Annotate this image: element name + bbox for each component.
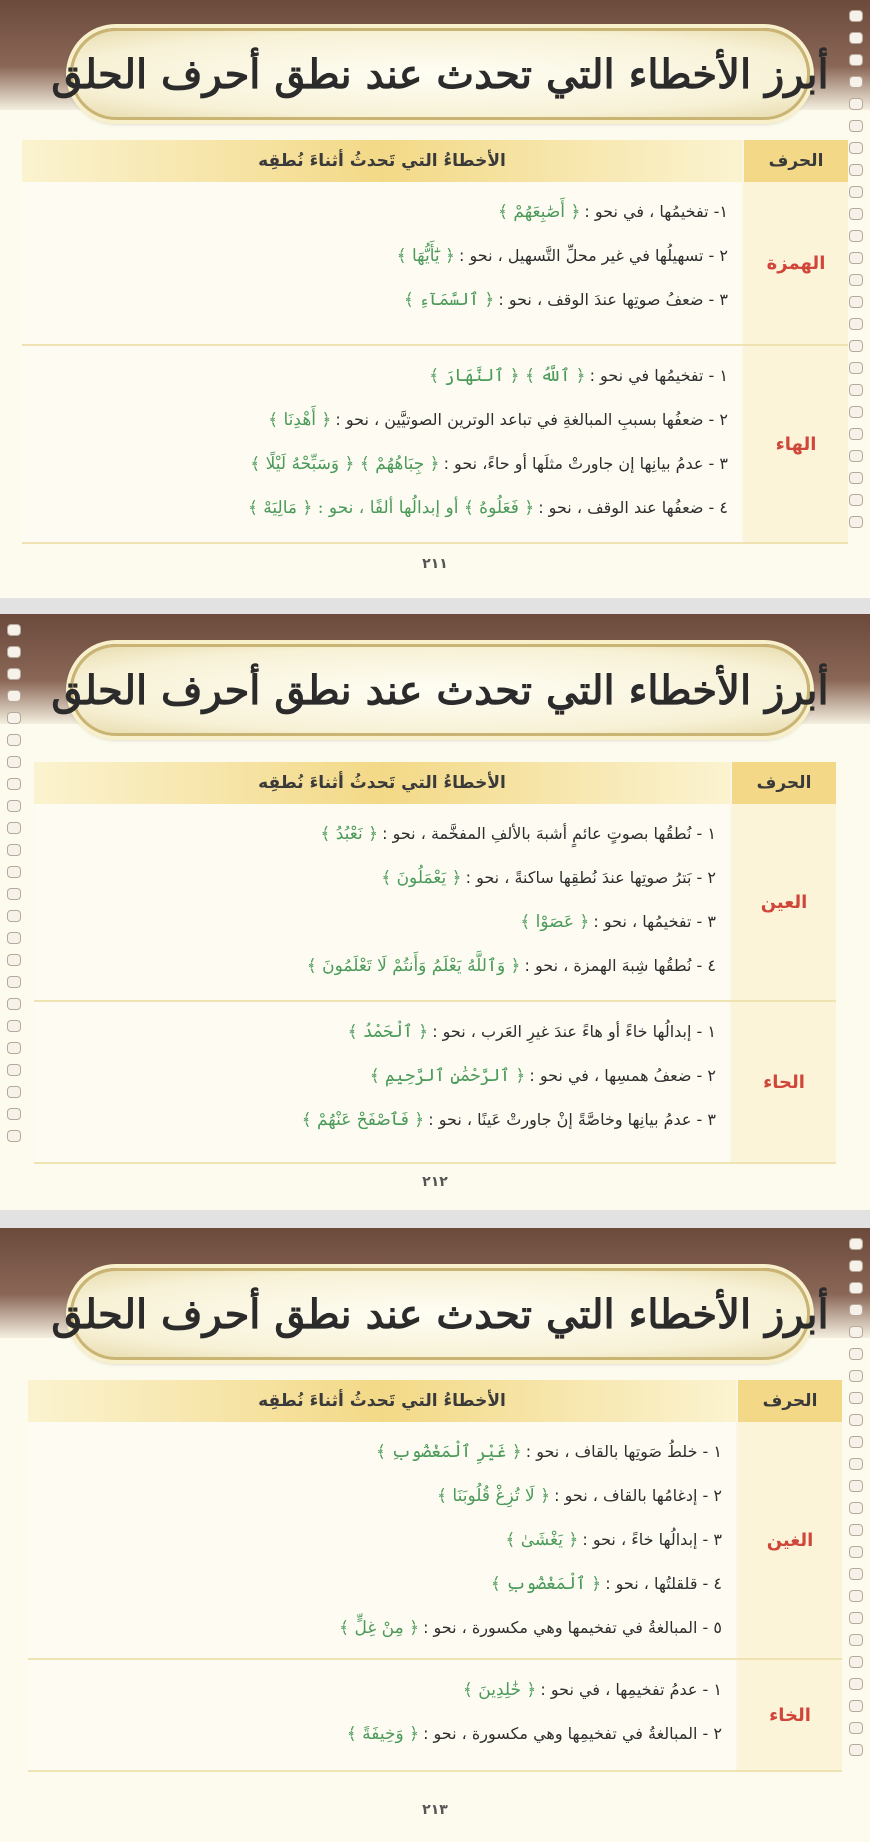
quran-example: ﴿ أَهْدِنَا ﴾ [268, 410, 332, 430]
error-list [22, 182, 742, 344]
list-item: ١ - عدمُ تفخيمِها ، في نحو : ﴿ خَٰلِدِينَ ﴾ [34, 1668, 722, 1712]
list-item: ٣ - عدمُ بيانِها وخاصَّةً إنْ جاورتْ عَينًا ، نحو : ﴿ فَٱصْفَحْ عَنْهُمْ ﴾ [40, 1098, 716, 1142]
page-gap [0, 598, 870, 614]
page-212 [0, 614, 870, 1210]
title-banner [51, 1268, 829, 1360]
list-item: ١ - تفخيمُها في نحو : ﴿ ٱللَّهُ ﴾ ﴿ ٱلنَّهَارَ ﴾ [28, 354, 728, 398]
quran-example: ﴿ فَٱصْفَحْ عَنْهُمْ ﴾ [301, 1110, 425, 1130]
list-item: ٢ - ضعفُ همسِها ، في نحو : ﴿ ٱلرَّحْمَٰنِ ٱلرَّحِيمِ ﴾ [40, 1054, 716, 1098]
list-item: ١ - نُطقُها بصوتٍ عائمٍ أشبهَ بالألفِ المفخَّمة ، نحو : ﴿ نَعْبُدُ ﴾ [40, 812, 716, 856]
list-item: ١ - خلطُ صَوتِها بالقاف ، نحو : ﴿ غَيْرِ ٱلْمَغْضُوبِ ﴾ [34, 1430, 722, 1474]
quran-example: ﴿ وَٱللَّهُ يَعْلَمُ وَأَنتُمْ لَا تَعْلَمُونَ ﴾ [306, 956, 521, 976]
quran-example: ﴿ مِنْ غِلٍّ ﴾ [339, 1618, 420, 1638]
quran-example: ﴿ ٱلسَّمَآءِ ﴾ [403, 290, 495, 310]
table-header [28, 1380, 842, 1422]
spiral-binding [842, 1228, 870, 1842]
list-item: ١- تفخيمُها ، في نحو : ﴿ أَصَٰبِعَهُمْ ﴾ [28, 190, 728, 234]
letter-name: الخاء [736, 1660, 842, 1770]
letter-name: الحاء [730, 1002, 836, 1162]
quran-example: ﴿ نَعْبُدُ ﴾ [320, 824, 379, 844]
title-banner [51, 28, 829, 120]
table-row [28, 1422, 842, 1660]
header-errors: الأخطاءُ التي تَحدثُ أثناءَ نُطقِه [28, 1380, 736, 1422]
errors-table [28, 1380, 842, 1772]
page-title: أبرز الأخطاء التي تحدث عند نطق أحرف الحلق [51, 666, 829, 714]
table-row [28, 1660, 842, 1772]
page-213 [0, 1228, 870, 1842]
header-errors: الأخطاءُ التي تَحدثُ أثناءَ نُطقِه [22, 140, 742, 182]
list-item: ٤ - قلقلتُها ، نحو : ﴿ ٱلْمَغْضُوبِ ﴾ [34, 1562, 722, 1606]
quran-example: ﴿ ٱلرَّحْمَٰنِ ٱلرَّحِيمِ ﴾ [369, 1066, 526, 1086]
list-item: ٣ - إبدالُها خاءً ، نحو : ﴿ يَغْشَىٰ ﴾ [34, 1518, 722, 1562]
letter-name: العين [730, 804, 836, 1000]
spiral-binding [0, 614, 28, 1210]
list-item: ٣ - ضعفُ صوتِها عندَ الوقف ، نحو : ﴿ ٱلسَّمَآءِ ﴾ [28, 278, 728, 322]
list-item: ٤ - نُطقُها شِبهَ الهمزة ، نحو : ﴿ وَٱللَّهُ يَعْلَمُ وَأَنتُمْ لَا تَعْلَمُونَ ﴾ [40, 944, 716, 988]
header-letter: الحرف [736, 1380, 842, 1422]
header-errors: الأخطاءُ التي تَحدثُ أثناءَ نُطقِه [34, 762, 730, 804]
list-item: ٤ - ضعفُها عند الوقف ، نحو : ﴿ فَعَلُوهُ ﴾ أو إبدالُها ألفًا ، نحو : ﴿ مَالِيَهْ ﴾ [28, 486, 728, 530]
title-banner [51, 644, 829, 736]
letter-name: الهاء [742, 346, 848, 542]
letter-name: الغين [736, 1422, 842, 1658]
quran-example: ﴿ ٱللَّهُ ﴾ ﴿ ٱلنَّهَارَ ﴾ [429, 366, 586, 386]
list-item: ٥ - المبالغةُ في تفخيمها وهي مكسورة ، نحو : ﴿ مِنْ غِلٍّ ﴾ [34, 1606, 722, 1650]
page-211 [0, 0, 870, 598]
quran-example: ﴿ غَيْرِ ٱلْمَغْضُوبِ ﴾ [376, 1442, 522, 1462]
page-number: ٢١٢ [422, 1174, 448, 1190]
page-title: أبرز الأخطاء التي تحدث عند نطق أحرف الحلق [51, 1290, 829, 1338]
quran-example: ﴿ فَعَلُوهُ ﴾ أو إبدالُها ألفًا ، نحو : ﴿ مَالِيَهْ ﴾ [247, 498, 535, 518]
letter-name: الهمزة [742, 182, 848, 344]
list-item: ٢ - ضعفُها بسببِ المبالغةِ في تباعد الوترين الصوتيَّين ، نحو : ﴿ أَهْدِنَا ﴾ [28, 398, 728, 442]
list-item: ٣ - تفخيمُها ، نحو : ﴿ عَصَوْا ﴾ [40, 900, 716, 944]
table-header [22, 140, 848, 182]
list-item: ٣ - عدمُ بيانِها إن جاورتْ مثلَها أو حاءً، نحو : ﴿ جِبَاهُهُمْ ﴾ ﴿ وَسَبِّحْهُ لَيْلًا ﴾ [28, 442, 728, 486]
table-row [34, 804, 836, 1002]
quran-example: ﴿ أَصَٰبِعَهُمْ ﴾ [498, 202, 581, 222]
table-row [34, 1002, 836, 1164]
list-item: ٢ - تسهيلُها في غير محلِّ التَّسهيل ، نحو : ﴿ يَٰٓأَيُّهَا ﴾ [28, 234, 728, 278]
table-header [34, 762, 836, 804]
error-list [34, 804, 730, 1000]
quran-example: ﴿ يَٰٓأَيُّهَا ﴾ [396, 246, 456, 266]
page-number: ٢١٣ [422, 1802, 448, 1818]
quran-example: ﴿ خَٰلِدِينَ ﴾ [462, 1680, 537, 1700]
table-row [22, 346, 848, 544]
quran-example: ﴿ جِبَاهُهُمْ ﴾ ﴿ وَسَبِّحْهُ لَيْلًا ﴾ [250, 454, 440, 474]
errors-table [34, 762, 836, 1164]
quran-example: ﴿ يَعْمَلُونَ ﴾ [381, 868, 462, 888]
page-gap [0, 1210, 870, 1228]
list-item: ١ - إبدالُها خاءً أو هاءً عندَ غيرِ العَرب ، نحو : ﴿ ٱلْحَمْدُ ﴾ [40, 1010, 716, 1054]
quran-example: ﴿ ٱلْمَغْضُوبِ ﴾ [490, 1574, 602, 1594]
quran-example: ﴿ عَصَوْا ﴾ [520, 912, 590, 932]
error-list [34, 1002, 730, 1162]
header-letter: الحرف [742, 140, 848, 182]
table-row [22, 182, 848, 346]
errors-table [22, 140, 848, 544]
error-list [28, 1422, 736, 1658]
page-number: ٢١١ [422, 556, 448, 572]
quran-example: ﴿ وَخِيفَةً ﴾ [346, 1724, 420, 1744]
error-list [28, 1660, 736, 1770]
list-item: ٢ - المبالغةُ في تفخيمِها وهي مكسورة ، نحو : ﴿ وَخِيفَةً ﴾ [34, 1712, 722, 1756]
header-letter: الحرف [730, 762, 836, 804]
list-item: ٢ - إدغامُها بالقاف ، نحو : ﴿ لَا تُزِغْ قُلُوبَنَا ﴾ [34, 1474, 722, 1518]
quran-example: ﴿ لَا تُزِغْ قُلُوبَنَا ﴾ [437, 1486, 551, 1506]
list-item: ٢ - بَترُ صوتِها عندَ نُطقِها ساكنةً ، نحو : ﴿ يَعْمَلُونَ ﴾ [40, 856, 716, 900]
page-title: أبرز الأخطاء التي تحدث عند نطق أحرف الحلق [51, 50, 829, 98]
error-list [22, 346, 742, 542]
quran-example: ﴿ يَغْشَىٰ ﴾ [505, 1530, 579, 1550]
quran-example: ﴿ ٱلْحَمْدُ ﴾ [347, 1022, 429, 1042]
